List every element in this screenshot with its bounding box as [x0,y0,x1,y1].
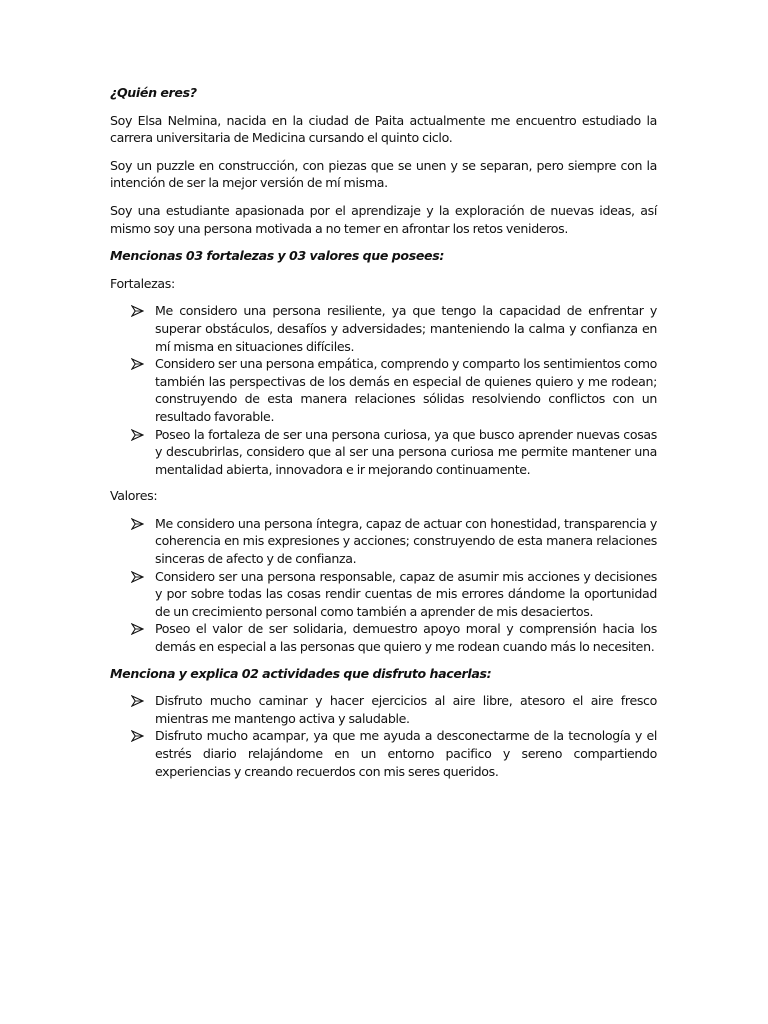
arrowhead-bullet-icon [131,620,147,638]
valor-text: Considero ser una persona responsable, capaz de asumir mis acciones y decisiones y por sobre todas las cosas rendir cuentas de mis errores dándome la oportunidad de un crecimiento personal como también a aprender de mis desaciertos. [155,568,657,619]
heading-actividades: Menciona y explica 02 actividades que disfruto hacerlas: [110,665,492,681]
paragraph-intro-1: Soy Elsa Nelmina, nacida en la ciudad de Paita actualmente me encuentro estudiado la carrera universitaria de Medicina cursando el quinto ciclo. [110,112,657,146]
label-fortalezas: Fortalezas: [110,275,175,291]
arrowhead-bullet-icon [131,302,147,320]
list-item [110,515,657,568]
label-valores: Valores: [110,488,158,504]
list-item [110,620,657,655]
list-item [110,727,657,780]
heading-quien-eres: ¿Quién eres? [110,85,197,100]
arrowhead-bullet-icon [131,515,147,533]
valor-text: Me considero una persona íntegra, capaz de actuar con honestidad, transparencia y coherencia en mis expresiones y acciones; construyendo de esta manera relaciones sinceras de afecto y de confianza. [155,515,657,567]
paragraph-intro-3: Soy una estudiante apasionada por el aprendizaje y la exploración de nuevas ideas, así mismo soy una persona motivada a no temer en afrontar los retos venideros. [110,202,657,236]
arrowhead-bullet-icon [131,692,147,710]
heading-fortalezas-valores: Mencionas 03 fortalezas y 03 valores que posees: [110,248,445,264]
valores-list [110,515,657,656]
fortaleza-text: Considero ser una persona empática, comprendo y comparto los sentimientos como también las perspectivas de los demás en especial de quienes quiero y me rodean; construyendo de esta manera relaciones sólidas resolviendo conflictos con un resultado favorable. [155,356,657,424]
valor-text: Poseo el valor de ser solidaria, demuestro apoyo moral y comprensión hacia los demás en especial a las personas que quiero y me rodean cuando más lo necesiten. [155,621,657,655]
arrowhead-bullet-icon [131,355,147,373]
actividad-text: Disfruto mucho acampar, ya que me ayuda a desconectarme de la tecnología y el estrés diario relajándome en un entorno pacifico y sereno compartiendo experiencias y creando recuerdos con mis seres queridos. [155,728,657,779]
document-page [110,84,657,789]
list-item [110,302,657,355]
list-item [110,568,657,621]
list-item [110,692,657,727]
list-item [110,426,657,479]
fortaleza-text: Poseo la fortaleza de ser una persona curiosa, ya que busco aprender nuevas cosas y descubrirlas, considero que al ser una persona curiosa me permite mantener una mentalidad abierta, innovadora e ir mejorando continuamente. [155,426,657,477]
arrowhead-bullet-icon [131,568,147,586]
fortaleza-text: Me considero una persona resiliente, ya que tengo la capacidad de enfrentar y superar obstáculos, desafíos y adversidades; manteniendo la calma y confianza en mí misma en situaciones difíciles. [155,303,657,354]
list-item [110,355,657,425]
actividades-list [110,692,657,780]
arrowhead-bullet-icon [131,727,147,745]
arrowhead-bullet-icon [131,426,147,444]
fortalezas-list [110,302,657,478]
actividad-text: Disfruto mucho caminar y hacer ejercicios al aire libre, atesoro el aire fresco mientras me mantengo activa y saludable. [155,693,657,726]
paragraph-intro-2: Soy un puzzle en construcción, con piezas que se unen y se separan, pero siempre con la intención de ser la mejor versión de mí misma. [110,157,657,191]
